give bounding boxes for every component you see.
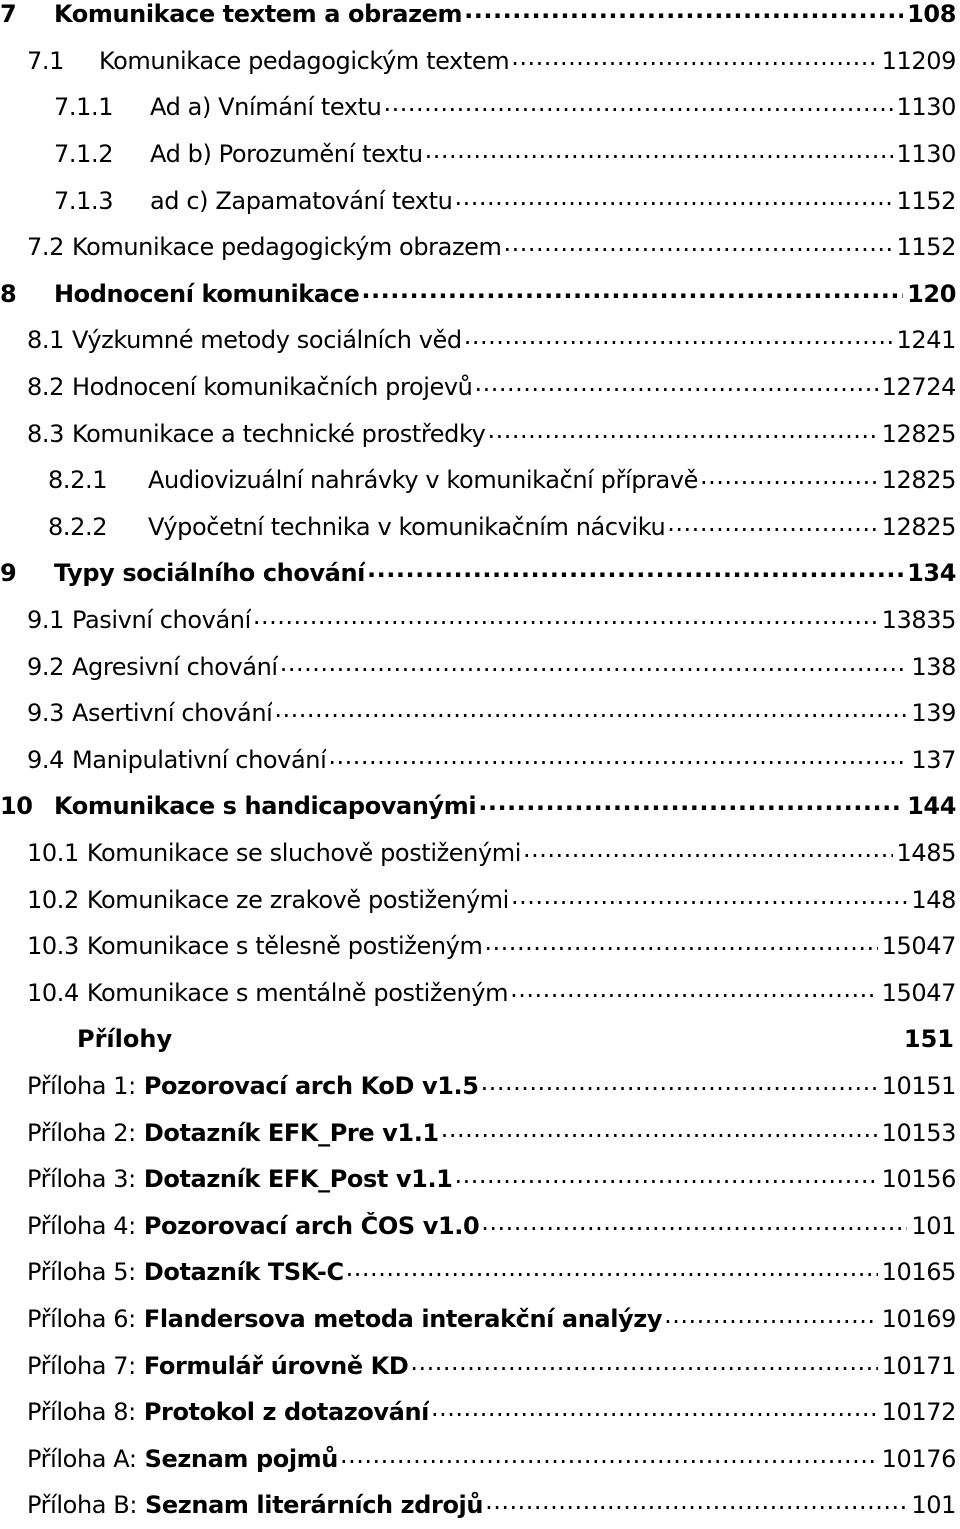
toc-title: Komunikace se sluchově postiženými xyxy=(86,838,522,867)
toc-page-number: 10153 xyxy=(881,1118,956,1147)
toc-title: Hodnocení komunikačních projevů xyxy=(71,373,473,402)
dot-leader xyxy=(484,934,877,958)
toc-section-7-1-2[interactable] xyxy=(0,131,960,178)
toc-section-10-3[interactable] xyxy=(0,923,960,970)
toc-section-10-4[interactable] xyxy=(0,969,960,1016)
dot-leader xyxy=(481,1214,907,1238)
toc-number: 10 xyxy=(0,792,33,821)
toc-page-number: 12724 xyxy=(881,373,956,402)
dot-leader xyxy=(328,748,907,772)
toc-page-number: 11209 xyxy=(881,46,956,75)
toc-page-number: 137 xyxy=(911,745,956,774)
toc-number: 10.3 xyxy=(27,932,79,961)
toc-page-number: 10176 xyxy=(881,1444,956,1473)
toc-page-number: 10169 xyxy=(881,1304,956,1333)
toc-page-number: 108 xyxy=(907,0,956,29)
toc-page-number: 10172 xyxy=(881,1398,956,1427)
toc-page-number: 1152 xyxy=(896,233,956,262)
toc-number: 10.1 xyxy=(27,838,79,867)
toc-appendix-a[interactable] xyxy=(0,1435,960,1482)
toc-number: 8 xyxy=(0,279,17,308)
toc-chapter-9[interactable] xyxy=(0,550,960,597)
toc-title: Formulář úrovně KD xyxy=(143,1351,409,1380)
dot-leader xyxy=(523,841,893,865)
toc-appendix-6[interactable] xyxy=(0,1296,960,1343)
toc-number: 7 xyxy=(0,0,17,29)
dot-leader xyxy=(441,1121,878,1145)
toc-title: Flandersova metoda interakční analýzy xyxy=(143,1304,663,1333)
toc-number: 9 xyxy=(0,559,17,588)
toc-title: Audiovizuální nahrávky v komunikační přípravě xyxy=(148,466,699,495)
toc-number: 8.1 xyxy=(27,326,64,355)
toc-page-number: 1152 xyxy=(896,186,956,215)
appendix-label: Příloha A: xyxy=(27,1444,137,1473)
dot-leader xyxy=(478,794,903,818)
appendix-label: Příloha 5: xyxy=(27,1258,136,1287)
toc-section-8-2[interactable] xyxy=(0,364,960,411)
appendix-label: Příloha 3: xyxy=(27,1165,136,1194)
toc-section-7-2[interactable] xyxy=(0,224,960,271)
appendix-label: Příloha 4: xyxy=(27,1211,136,1240)
toc-title: Ad b) Porozumění textu xyxy=(150,140,423,169)
dot-leader xyxy=(425,142,893,166)
dot-leader xyxy=(485,1493,907,1517)
dot-leader xyxy=(481,1074,878,1098)
appendix-label: Příloha 2: xyxy=(27,1118,136,1147)
toc-number: 8.2.1 xyxy=(48,466,108,495)
toc-page-number: 101 xyxy=(911,1491,956,1520)
toc-number: 9.2 xyxy=(27,652,64,681)
toc-title: Výpočetní technika v komunikačním nácviku xyxy=(148,512,666,541)
dot-leader xyxy=(280,655,908,679)
toc-page-number: 15047 xyxy=(881,932,956,961)
toc-title: Komunikace a technické prostředky xyxy=(71,419,486,448)
dot-leader xyxy=(253,608,878,632)
dot-leader xyxy=(511,49,877,73)
toc-title: Dotazník EFK_Post v1.1 xyxy=(143,1165,453,1194)
dot-leader xyxy=(346,1260,878,1284)
dot-leader xyxy=(454,189,892,213)
toc-title: Pasivní chování xyxy=(71,606,251,635)
toc-page-number: 120 xyxy=(907,279,956,308)
toc-section-8-3[interactable] xyxy=(0,410,960,457)
toc-page-number: 1130 xyxy=(896,140,956,169)
toc-page-number: 1241 xyxy=(896,326,956,355)
appendix-label: Příloha 1: xyxy=(27,1071,136,1100)
toc-appendix-8[interactable] xyxy=(0,1389,960,1436)
toc-section-7-1-1[interactable] xyxy=(0,84,960,131)
toc-page-number: 12825 xyxy=(881,466,956,495)
toc-page-number: 144 xyxy=(907,792,956,821)
toc-chapter-8[interactable] xyxy=(0,271,960,318)
toc-section-8-1[interactable] xyxy=(0,317,960,364)
dot-leader xyxy=(464,2,903,26)
toc-title: Komunikace pedagogickým obrazem xyxy=(71,233,502,262)
toc-page-number: 134 xyxy=(907,559,956,588)
toc-section-9-1[interactable] xyxy=(0,597,960,644)
toc-section-8-2-1[interactable] xyxy=(0,457,960,504)
toc-number: 10.4 xyxy=(27,978,79,1007)
toc-section-9-4[interactable] xyxy=(0,737,960,784)
toc-number: 9.1 xyxy=(27,606,64,635)
dot-leader xyxy=(367,561,903,585)
toc-title: Seznam pojmů xyxy=(144,1444,338,1473)
toc-appendix-4[interactable] xyxy=(0,1202,960,1249)
toc-title: Přílohy xyxy=(77,1025,173,1054)
toc-chapter-10[interactable] xyxy=(0,783,960,830)
toc-page-number: 139 xyxy=(911,699,956,728)
toc-page-number: 138 xyxy=(911,652,956,681)
toc-page-number: 13835 xyxy=(881,606,956,635)
toc-title: Ad a) Vnímání textu xyxy=(150,93,382,122)
toc-section-7-1[interactable] xyxy=(0,38,960,85)
appendix-label: Příloha 8: xyxy=(27,1398,136,1427)
toc-page-number: 151 xyxy=(903,1025,954,1054)
dot-leader xyxy=(475,375,878,399)
dot-leader xyxy=(340,1447,878,1471)
toc-title: Dotazník EFK_Pre v1.1 xyxy=(143,1118,439,1147)
toc-title: Komunikace textem a obrazem xyxy=(54,0,463,29)
toc-page-number: 10165 xyxy=(881,1258,956,1287)
toc-number: 10.2 xyxy=(27,885,79,914)
toc-title: Dotazník TSK-C xyxy=(143,1258,344,1287)
toc-chapter-7[interactable] xyxy=(0,0,960,38)
dot-leader xyxy=(361,282,903,306)
appendix-label: Příloha B: xyxy=(27,1491,138,1520)
toc-title: Typy sociálního chování xyxy=(54,559,365,588)
toc-number: 9.4 xyxy=(27,745,64,774)
toc-number: 8.2 xyxy=(27,373,64,402)
toc-number: 7.1.2 xyxy=(54,140,114,169)
dot-leader xyxy=(664,1307,878,1331)
toc-section-7-1-3[interactable] xyxy=(0,177,960,224)
toc-title: Hodnocení komunikace xyxy=(54,279,360,308)
toc-title: Komunikace pedagogickým textem xyxy=(99,46,510,75)
toc-title: Protokol z dotazování xyxy=(143,1398,429,1427)
toc-page-number: 10171 xyxy=(881,1351,956,1380)
toc-page-number: 10156 xyxy=(881,1165,956,1194)
toc-number: 8.2.2 xyxy=(48,512,108,541)
toc-title: Výzkumné metody sociálních věd xyxy=(71,326,462,355)
toc-page-number: 148 xyxy=(911,885,956,914)
toc-page-number: 12825 xyxy=(881,512,956,541)
dot-leader xyxy=(410,1354,877,1378)
dot-leader xyxy=(503,235,892,259)
toc-title: Asertivní chování xyxy=(71,699,273,728)
dot-leader xyxy=(454,1167,877,1191)
toc-title: Manipulativní chování xyxy=(71,745,327,774)
toc-section-9-2[interactable] xyxy=(0,643,960,690)
dot-leader xyxy=(700,468,878,492)
toc-number: 8.3 xyxy=(27,419,64,448)
toc-appendices-heading[interactable] xyxy=(0,1016,960,1063)
toc-page-number: 1485 xyxy=(896,838,956,867)
toc-number: 7.1 xyxy=(27,46,64,75)
toc-page-number: 12825 xyxy=(881,419,956,448)
toc-title: Komunikace s tělesně postiženým xyxy=(86,932,483,961)
toc-title: Komunikace ze zrakově postiženými xyxy=(86,885,509,914)
dot-leader xyxy=(487,422,877,446)
toc-number: 7.1.1 xyxy=(54,93,114,122)
toc-page-number: 101 xyxy=(911,1211,956,1240)
toc-section-8-2-2[interactable] xyxy=(0,504,960,551)
toc-title: ad c) Zapamatování textu xyxy=(150,186,453,215)
toc-number: 7.2 xyxy=(27,233,64,262)
dot-leader xyxy=(464,328,893,352)
toc-section-10-2[interactable] xyxy=(0,876,960,923)
toc-appendix-b[interactable] xyxy=(0,1482,960,1529)
toc-number: 7.1.3 xyxy=(54,186,114,215)
appendix-label: Příloha 7: xyxy=(27,1351,136,1380)
dot-leader xyxy=(667,515,877,539)
toc-title: Seznam literárních zdrojů xyxy=(145,1491,484,1520)
toc-appendix-7[interactable] xyxy=(0,1342,960,1389)
toc-section-10-1[interactable] xyxy=(0,830,960,877)
toc-section-9-3[interactable] xyxy=(0,690,960,737)
toc-page-number: 15047 xyxy=(881,978,956,1007)
toc-number: 9.3 xyxy=(27,699,64,728)
dot-leader xyxy=(510,981,878,1005)
toc-title: Pozorovací arch KoD v1.5 xyxy=(143,1071,479,1100)
dot-leader xyxy=(511,888,907,912)
dot-leader xyxy=(431,1400,878,1424)
toc-appendix-3[interactable] xyxy=(0,1156,960,1203)
toc-title: Agresivní chování xyxy=(71,652,278,681)
dot-leader xyxy=(274,701,907,725)
toc-appendix-5[interactable] xyxy=(0,1249,960,1296)
toc-title: Komunikace s handicapovanými xyxy=(54,792,477,821)
toc-page-number: 1130 xyxy=(896,93,956,122)
toc-title: Pozorovací arch ČOS v1.0 xyxy=(143,1211,480,1240)
toc-appendix-1[interactable] xyxy=(0,1063,960,1110)
toc-title: Komunikace s mentálně postiženým xyxy=(86,978,509,1007)
toc-page-number: 10151 xyxy=(881,1071,956,1100)
dot-leader xyxy=(383,95,892,119)
toc-appendix-2[interactable] xyxy=(0,1109,960,1156)
appendix-label: Příloha 6: xyxy=(27,1304,136,1333)
